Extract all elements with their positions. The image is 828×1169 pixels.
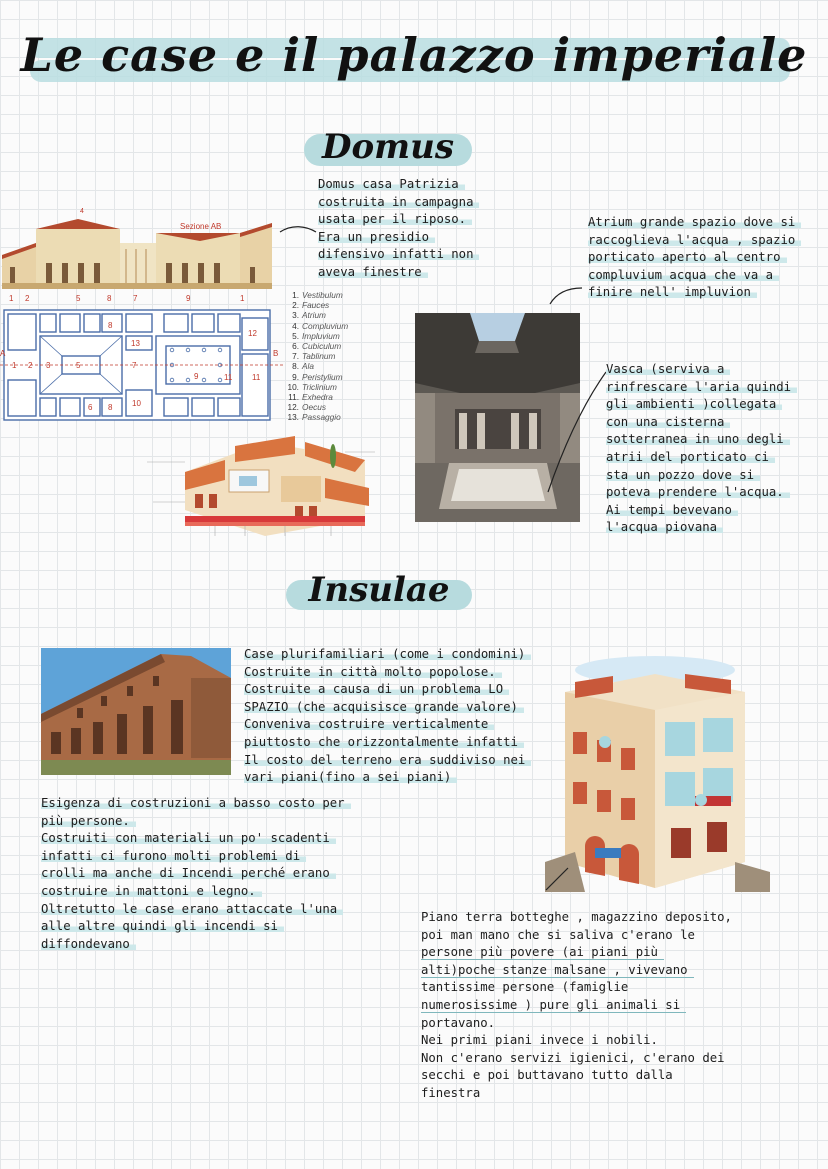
domus-intro-text: Domus casa Patrizia costruita in campagna usata per il riposo. Era un presidio difensivo infatti non aveva finestre: [318, 176, 479, 282]
atrium-description: Atrium grande spazio dove si raccoglieva l'acqua , spazio porticato aperto al centro compluvium acqua che va a finire nell' impluvion: [588, 214, 801, 302]
insulae-piani-text: Piano terra botteghe , magazzino deposito, poi man mano che si saliva c'erano le persone più povere (ai piani più alti)poche stanze malsane , vivevano tantissime persone (famiglie numerosissime ) pure gli animali si portavano. Nei primi piani invece i nobili. Non c'erano servizi igienici, c'erano dei secchi e poi buttavano tutto dalla finestra: [421, 910, 732, 1100]
svg-text:A: A: [0, 349, 6, 358]
insulae-intro-text: Case plurifamiliari (come i condomini) Costruite in città molto popolose. Costruite a causa di un problema LO SPAZIO (che acquisisce grande valore) Conveniva costruire verticalmente piuttosto che orizzontalmente infatti Il costo del terreno era suddiviso nei vari piani(fino a sei piani): [244, 646, 531, 787]
vasca-description: Vasca (serviva a rinfrescare l'aria quindi gli ambienti )collegata con una cisterna sotterranea in uno degli atrii del porticato ci sta un pozzo dove si poteva prendere l'acqua. Ai tempi bevevano l'acqua piovana: [606, 361, 797, 537]
insulae-esigenza-text: Esigenza di costruzioni a basso costo per più persone. Costruiti con materiali un po' scadenti infatti ci furono molti problemi di crolli ma anche di Incendi perché erano costruire in mattoni e legno. Oltretutto le case erano attaccate l'una alle altre quindi gli incendi si diffondevano: [41, 795, 351, 953]
insulae-heading: Insulae: [308, 570, 450, 610]
insulae-ruins-photo: [41, 648, 231, 775]
vasca-leader: [546, 370, 608, 494]
svg-text:11: 11: [224, 373, 233, 382]
insula-cutaway-illustration: [545, 652, 770, 892]
svg-text:6: 6: [88, 403, 93, 412]
svg-text:11: 11: [252, 373, 261, 382]
section-label: Sezione AB: [180, 222, 222, 231]
svg-text:B: B: [273, 349, 279, 358]
domus-section-drawing: [0, 203, 275, 291]
svg-text:12: 12: [248, 329, 257, 338]
svg-text:2: 2: [28, 361, 33, 370]
svg-text:5: 5: [76, 361, 81, 370]
domus-plan-legend: 1. Vestibulum 2. Fauces 3. Atrium 4. Compluvium 5. Impluvium 6. Cubiculum 7. Tablinum 8. Ala 9. Peristylium 10. Triclinium 11. Exhedra 12. Oecus 13. Passaggio: [287, 290, 349, 423]
page-title: Le case e il palazzo imperiale: [20, 28, 808, 82]
svg-text:1: 1: [12, 361, 17, 370]
domus-cutaway-illustration: [145, 432, 385, 540]
svg-text:8: 8: [108, 321, 113, 330]
insula-leader: [544, 866, 570, 892]
plan-numbers-top: 1 2 5 8 7 9 1: [9, 294, 245, 303]
atrium-leader: [548, 284, 584, 306]
svg-text:13: 13: [131, 339, 140, 348]
domus-intro-leader: [278, 222, 318, 242]
svg-text:9: 9: [194, 372, 199, 381]
svg-text:3: 3: [46, 361, 51, 370]
svg-text:10: 10: [132, 399, 141, 408]
domus-floor-plan: [0, 306, 285, 424]
section-label-4: 4: [80, 208, 84, 215]
svg-text:7: 7: [132, 361, 137, 370]
domus-heading: Domus: [322, 127, 454, 167]
svg-text:8: 8: [108, 403, 113, 412]
